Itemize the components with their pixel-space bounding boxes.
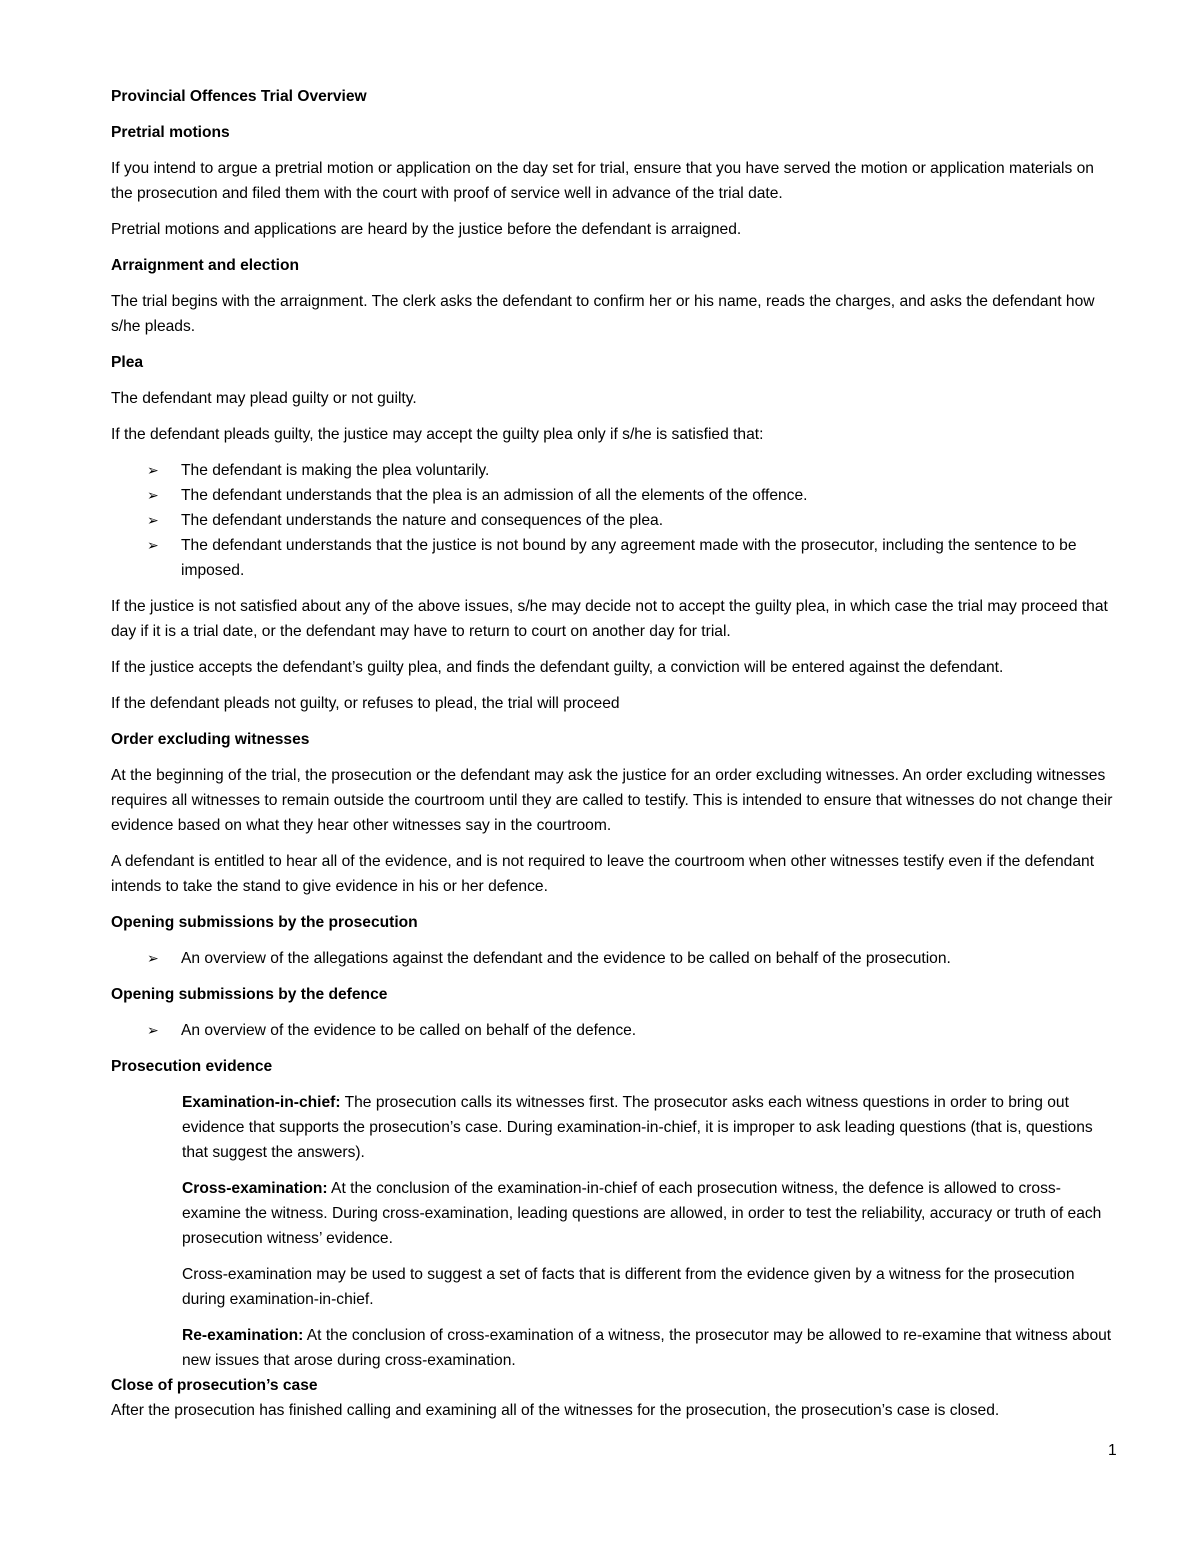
paragraph: After the prosecution has finished calling and examining all of the witnesses for the prosecution, the prosecution’s case is closed. xyxy=(111,1402,1000,1419)
close-section xyxy=(111,1373,1113,1423)
term-text: The prosecution calls its witnesses first. The prosecutor asks each witness questions in order to bring out evidence that supports the prosecution’s case. During examination-in-chief, it is improper to ask leading questions (that is, questions that suggest the answers). xyxy=(182,1094,1093,1161)
document-title: Provincial Offences Trial Overview xyxy=(111,88,367,105)
heading-pretrial-motions: Pretrial motions xyxy=(111,124,230,141)
heading-opening-prosecution: Opening submissions by the prosecution xyxy=(111,914,418,931)
arrow-bullet-icon: ➢ xyxy=(147,950,159,966)
page-number: 1 xyxy=(1108,1442,1117,1459)
examination-in-chief-paragraph xyxy=(182,1090,1113,1165)
list-item-text: The defendant understands that the plea is an admission of all the elements of the offence. xyxy=(181,487,808,504)
list-item xyxy=(111,458,1113,483)
list-item-text: The defendant understands the nature and consequences of the plea. xyxy=(181,512,664,529)
heading-arraignment: Arraignment and election xyxy=(111,257,300,274)
list-item-text: The defendant is making the plea voluntarily. xyxy=(181,462,490,479)
heading-prosecution-evidence: Prosecution evidence xyxy=(111,1058,273,1075)
list-item xyxy=(111,946,1113,971)
paragraph: If the defendant pleads guilty, the justice may accept the guilty plea only if s/he is satisfied that: xyxy=(111,426,764,443)
arrow-bullet-icon: ➢ xyxy=(147,512,159,528)
paragraph: The trial begins with the arraignment. The clerk asks the defendant to confirm her or his name, reads the charges, and asks the defendant how s/he pleads. xyxy=(111,293,1095,335)
opening-defence-list xyxy=(111,1018,1113,1043)
term-label: Examination-in-chief: xyxy=(182,1094,341,1111)
list-item xyxy=(111,1018,1113,1043)
list-item xyxy=(111,483,1113,508)
heading-order-excluding-witnesses: Order excluding witnesses xyxy=(111,731,310,748)
arrow-bullet-icon: ➢ xyxy=(147,462,159,478)
paragraph: A defendant is entitled to hear all of the evidence, and is not required to leave the courtroom when other witnesses testify even if the defendant intends to take the stand to give evidence in his or her defence. xyxy=(111,853,1095,895)
paragraph: At the beginning of the trial, the prosecution or the defendant may ask the justice for an order excluding witnesses. An order excluding witnesses requires all witnesses to remain outside the courtroom until they are called to testify. This is intended to ensure that witnesses do not change their evidence based on what they hear other witnesses say in the courtroom. xyxy=(111,767,1113,834)
term-text: At the conclusion of the examination-in-chief of each prosecution witness, the defence is allowed to cross-examine the witness. During cross-examination, leading questions are allowed, in order to test the reliability, accuracy or truth of each prosecution witness’ evidence. xyxy=(182,1180,1102,1247)
heading-close-of-prosecution: Close of prosecution’s case xyxy=(111,1377,318,1394)
re-examination-paragraph xyxy=(182,1323,1113,1373)
term-label: Re-examination: xyxy=(182,1327,304,1344)
arrow-bullet-icon: ➢ xyxy=(147,537,159,553)
heading-opening-defence: Opening submissions by the defence xyxy=(111,986,388,1003)
plea-conditions-list xyxy=(111,458,1113,583)
arrow-bullet-icon: ➢ xyxy=(147,487,159,503)
paragraph: Cross-examination may be used to suggest a set of facts that is different from the evidence given by a witness for the prosecution during examination-in-chief. xyxy=(182,1266,1075,1308)
arrow-bullet-icon: ➢ xyxy=(147,1022,159,1038)
paragraph: If you intend to argue a pretrial motion or application on the day set for trial, ensure that you have served the motion or application materials on the prosecution and filed them with the court with proof of service well in advance of the trial date. xyxy=(111,160,1094,202)
list-item-text: The defendant understands that the justice is not bound by any agreement made with the prosecutor, including the sentence to be imposed. xyxy=(181,537,1077,579)
term-label: Cross-examination: xyxy=(182,1180,328,1197)
paragraph: If the defendant pleads not guilty, or refuses to plead, the trial will proceed xyxy=(111,695,620,712)
paragraph: If the justice accepts the defendant’s guilty plea, and finds the defendant guilty, a conviction will be entered against the defendant. xyxy=(111,659,1004,676)
paragraph: The defendant may plead guilty or not guilty. xyxy=(111,390,417,407)
list-item-text: An overview of the evidence to be called on behalf of the defence. xyxy=(181,1022,637,1039)
cross-examination-paragraph xyxy=(182,1176,1113,1251)
list-item xyxy=(111,508,1113,533)
document-page xyxy=(111,84,1113,1423)
opening-prosecution-list xyxy=(111,946,1113,971)
heading-plea: Plea xyxy=(111,354,144,371)
term-text: At the conclusion of cross-examination of a witness, the prosecutor may be allowed to re-examine that witness about new issues that arose during cross-examination. xyxy=(182,1327,1112,1369)
list-item xyxy=(111,533,1113,583)
paragraph: Pretrial motions and applications are heard by the justice before the defendant is arraigned. xyxy=(111,221,742,238)
list-item-text: An overview of the allegations against the defendant and the evidence to be called on behalf of the prosecution. xyxy=(181,950,951,967)
paragraph: If the justice is not satisfied about any of the above issues, s/he may decide not to accept the guilty plea, in which case the trial may proceed that day if it is a trial date, or the defendant may have to return to court on another day for trial. xyxy=(111,598,1108,640)
